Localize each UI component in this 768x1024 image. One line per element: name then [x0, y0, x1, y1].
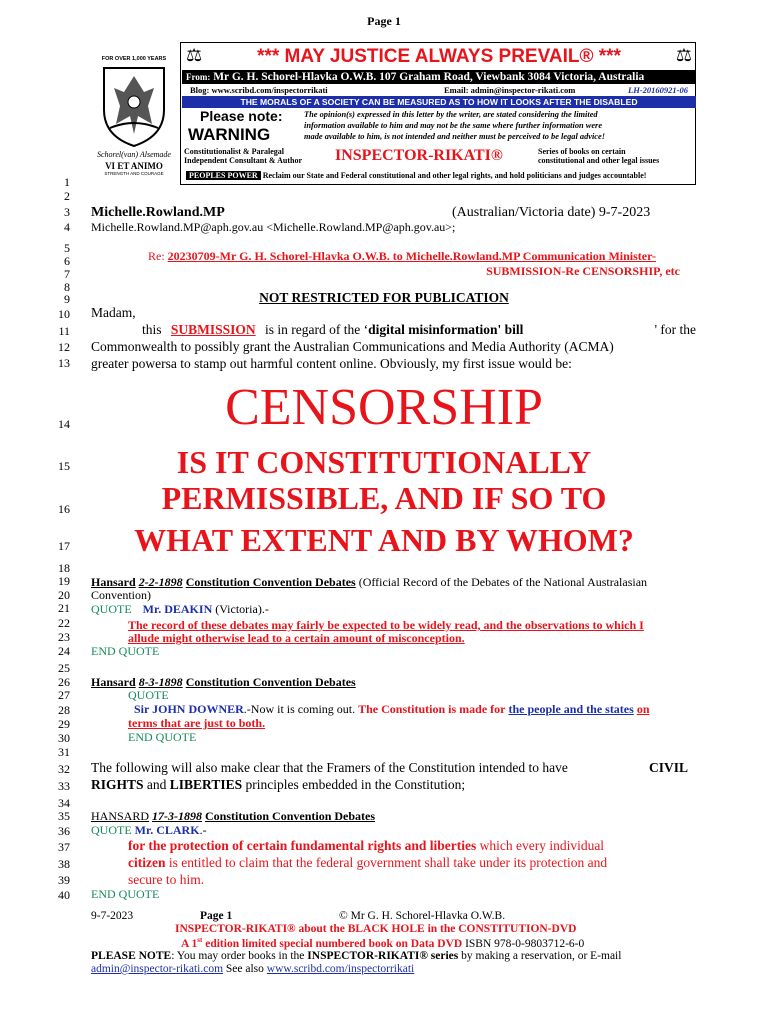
quote1-text-1: The record of these debates may fairly be expected to be widely read, and the observations to which I	[128, 618, 644, 632]
line-number: 20	[58, 588, 70, 602]
quote3-text-a: which every individual	[479, 838, 605, 853]
please-note: Please note:	[200, 108, 283, 124]
email-link[interactable]: Email: admin@inspector-rikati.com	[444, 85, 576, 95]
quote3-dash: .-	[199, 823, 207, 837]
note-see: See also	[225, 963, 264, 975]
line-number: 37	[58, 840, 70, 854]
rights-line-1	[91, 760, 688, 776]
line-number: 14	[58, 417, 70, 431]
reference-code: LH-20160921-06	[628, 85, 688, 95]
quote3-red-1: for the protection of certain fundamental rights and liberties	[128, 838, 477, 853]
scales-icon: ⚖	[186, 45, 203, 65]
line-number: 3	[64, 205, 70, 219]
line-number: 22	[58, 616, 70, 630]
footer-edition	[181, 936, 584, 950]
subject-line-2: SUBMISSION-Re CENSORSHIP, etc	[486, 264, 680, 278]
line-number: 28	[58, 703, 70, 717]
quote1-hansard: Hansard	[91, 575, 136, 589]
line-number: 8	[64, 280, 70, 294]
quote3-heading	[91, 809, 375, 824]
from-address: Mr G. H. Schorel-Hlavka O.W.B. 107 Graham Road, Viewbank 3084 Victoria, Australia	[213, 71, 645, 83]
quote2-open: QUOTE	[128, 688, 169, 702]
quote2-red-1: The Constitution is made for	[358, 702, 506, 716]
peoples-power-label: PEOPLES POWER	[186, 171, 261, 180]
logo-motto: VI ET ANIMO	[105, 161, 163, 171]
line-number: 18	[58, 561, 70, 575]
warning-text-2: information available to him and may not be the same where further information were	[304, 121, 603, 130]
note-series: INSPECTOR-RIKATI® series	[307, 950, 459, 962]
line-number: 12	[58, 340, 70, 354]
quote3-citizen: citizen	[128, 855, 166, 870]
line-number: 7	[64, 267, 70, 281]
quote1-note-2: Convention)	[91, 588, 151, 602]
and-word: and	[146, 777, 167, 792]
quote1-open: QUOTE	[91, 602, 132, 616]
line-number: 31	[58, 745, 70, 759]
blog-link[interactable]: Blog: www.scribd.com/inspectorrikati	[190, 85, 328, 95]
quote2-intro: .-Now it is coming out.	[243, 702, 356, 716]
from-row	[182, 70, 696, 84]
quote2-hansard: Hansard	[91, 675, 136, 689]
line-number: 33	[58, 779, 70, 793]
intro-this: this	[142, 322, 162, 337]
series-line-1: Series of books on certain	[538, 147, 626, 156]
page-label: Page 1	[367, 14, 401, 28]
warning-label: WARNING	[188, 125, 271, 144]
note-label: PLEASE NOTE	[91, 950, 172, 962]
line-number: 39	[58, 873, 70, 887]
quote3-text-b: is entitled to claim that the federal government shall take under its protection and	[168, 855, 608, 870]
edition-sup: st	[197, 936, 203, 944]
publication-notice: NOT RESTRICTED FOR PUBLICATION	[259, 290, 509, 305]
recipient-emails: Michelle.Rowland.MP@aph.gov.au <Michelle.Rowland.MP@aph.gov.au>;	[91, 220, 456, 234]
line-number: 19	[58, 574, 70, 588]
quote1-speaker-line	[91, 602, 269, 617]
morals-row	[182, 96, 696, 108]
subject-line-1	[148, 249, 656, 264]
line-number: 5	[64, 241, 70, 255]
line-number: 38	[58, 857, 70, 871]
line-number: 35	[58, 809, 70, 823]
line-number: 17	[58, 539, 70, 553]
consult-line-1: Constitutionalist & Paralegal	[184, 147, 284, 156]
line-number: 6	[64, 254, 70, 268]
rights-line-2	[91, 777, 465, 792]
recipient-name: Michelle.Rowland.MP	[91, 205, 225, 220]
edition-a: A 1	[181, 937, 198, 950]
line-number: 10	[58, 307, 70, 321]
quote1-heading	[91, 575, 647, 590]
quote2-speaker: Sir JOHN DOWNER	[134, 702, 244, 716]
quote3-text-1	[128, 838, 604, 854]
footer-scribd-link[interactable]: www.scribd.com/inspectorrikati	[266, 963, 415, 975]
liberties-word: LIBERTIES	[169, 777, 243, 792]
quote2-date: 8-3-1898	[138, 675, 183, 689]
salutation: Madam,	[91, 305, 136, 320]
footer-book: INSPECTOR-RIKATI® about the BLACK HOLE in the CONSTITUTION-DVD	[175, 923, 577, 935]
quote3-date: 17-3-1898	[152, 809, 203, 823]
rights-word: RIGHTS	[91, 777, 144, 792]
rights-text-1: The following will also make clear that the Framers of the Constitution intended to have	[91, 760, 568, 775]
series-line-2: constitutional and other legal issues	[538, 156, 660, 165]
quote1-close: END QUOTE	[91, 644, 160, 658]
submission-word: SUBMISSION	[170, 322, 256, 337]
morals-text: THE MORALS OF A SOCIETY CAN BE MEASURED AS TO HOW IT LOOKS AFTER THE DISABLED	[240, 97, 638, 107]
family-crest-icon	[92, 62, 176, 150]
note-text-a: : You may order books in the	[171, 950, 305, 962]
line-number: 16	[58, 502, 70, 516]
quote1-text-2: allude might otherwise lead to a certain amount of misconception.	[128, 631, 465, 645]
family-logo	[92, 56, 176, 186]
line-number: 30	[58, 731, 70, 745]
quote2-close: END QUOTE	[128, 730, 197, 744]
quote2-people-states: the people and the states	[508, 702, 634, 716]
line-number: 11	[58, 324, 70, 338]
line-number: 26	[58, 675, 70, 689]
intro-line-3: greater powersa to stamp out harmful content online. Obviously, my first issue would be:	[91, 356, 572, 371]
footer-note-line-1	[91, 950, 621, 962]
rights-text-2: principles embedded in the Constitution;	[245, 777, 466, 792]
line-number: 1	[64, 175, 70, 189]
line-number: 24	[58, 644, 70, 658]
line-number: 21	[58, 601, 70, 615]
line-number: 9	[64, 292, 70, 306]
footer-copyright: © Mr G. H. Schorel-Hlavka O.W.B.	[339, 910, 506, 922]
quote1-title: Constitution Convention Debates	[185, 575, 356, 589]
headline-line-2: PERMISSIBLE, AND IF SO TO	[161, 480, 607, 516]
footer-date: 9-7-2023	[91, 910, 134, 922]
quote3-title: Constitution Convention Debates	[205, 809, 376, 823]
line-number: 34	[58, 796, 70, 810]
edition-b: edition limited special numbered book on Data DVD	[205, 937, 463, 950]
line-number: 40	[58, 888, 70, 902]
banner-title-row	[182, 45, 696, 69]
quote2-red-2: on	[636, 702, 650, 716]
brand-name: INSPECTOR-RIKATI®	[335, 147, 503, 164]
line-number: 29	[58, 717, 70, 731]
quote3-close: END QUOTE	[91, 887, 160, 901]
quote3-text-3: secure to him.	[128, 872, 205, 887]
line-number: 23	[58, 630, 70, 644]
re-label: Re:	[148, 249, 165, 263]
quote1-date: 2-2-1898	[138, 575, 183, 589]
note-text-b: by making a reservation, or E-mail	[461, 950, 622, 962]
quote3-speaker: Mr. CLARK	[134, 823, 200, 837]
line-number: 15	[58, 459, 70, 473]
quote3-speaker-line	[91, 823, 207, 838]
footer-note-line-2	[91, 963, 414, 975]
contact-row	[182, 85, 696, 96]
scales-icon: ⚖	[675, 45, 692, 65]
line-number: 32	[58, 762, 70, 776]
peoples-power-text: Reclaim our State and Federal constitutional and other legal rights, and hold politicians and judges accountable!	[262, 171, 647, 180]
quote1-note: (Official Record of the Debates of the National Australasian	[358, 575, 648, 589]
warning-text-1: The opinion(s) expressed in this letter by the writer, are stated considering the limited	[304, 110, 598, 119]
quote2-text-2: terms that are just to both.	[128, 716, 266, 730]
logo-name: Schorel(van) Alsemade	[97, 150, 171, 159]
banner-title: *** MAY JUSTICE ALWAYS PREVAIL® ***	[257, 46, 621, 67]
logo-motto-sub: STRENGTH AND COURAGE	[104, 171, 164, 176]
letter-date: (Australian/Victoria date) 9-7-2023	[452, 205, 651, 220]
civil-word: CIVIL	[648, 760, 688, 775]
line-number: 36	[58, 824, 70, 838]
intro-end: ' for the	[654, 322, 696, 337]
intro-line-2: Commonwealth to possibly grant the Australian Communications and Media Authority (ACMA)	[91, 339, 614, 354]
intro-mid: is in regard of the ‘	[265, 322, 369, 337]
quote3-hansard: HANSARD	[91, 809, 150, 823]
quote1-state: (Victoria).-	[215, 602, 269, 616]
line-number: 4	[64, 220, 70, 234]
intro-line-1	[91, 322, 696, 337]
headline-line-3: WHAT EXTENT AND BY WHOM?	[134, 522, 634, 558]
quote1-speaker: Mr. DEAKIN	[142, 602, 213, 616]
edition-isbn: ISBN 978-0-9803712-6-0	[465, 937, 585, 950]
footer-email-link[interactable]: admin@inspector-rikati.com	[91, 963, 224, 975]
consult-line-2: Independent Consultant & Author	[184, 156, 303, 165]
peoples-power-row	[182, 170, 696, 182]
line-number: 13	[58, 356, 70, 370]
quote3-text-2	[128, 855, 607, 871]
quote2-text-1	[134, 702, 650, 717]
from-label: From:	[186, 72, 211, 82]
line-number: 27	[58, 688, 70, 702]
warning-text-3: made available to him, is not intended and neither must be perceived to be legal advice!	[304, 132, 606, 141]
subject-text-1: 20230709-Mr G. H. Schorel-Hlavka O.W.B. to Michelle.Rowland.MP Communication Minister-	[167, 249, 656, 263]
quote3-open: QUOTE	[91, 823, 132, 837]
line-number: 2	[64, 189, 70, 203]
headline-line-1: IS IT CONSTITUTIONALLY	[176, 444, 592, 480]
logo-tagline: FOR OVER 1,000 YEARS	[101, 56, 167, 62]
bill-name: digital misinformation' bill	[368, 322, 524, 337]
quote2-title: Constitution Convention Debates	[185, 675, 356, 689]
headline-censorship: CENSORSHIP	[225, 379, 543, 436]
footer-page: Page 1	[200, 910, 233, 922]
line-number: 25	[58, 661, 70, 675]
